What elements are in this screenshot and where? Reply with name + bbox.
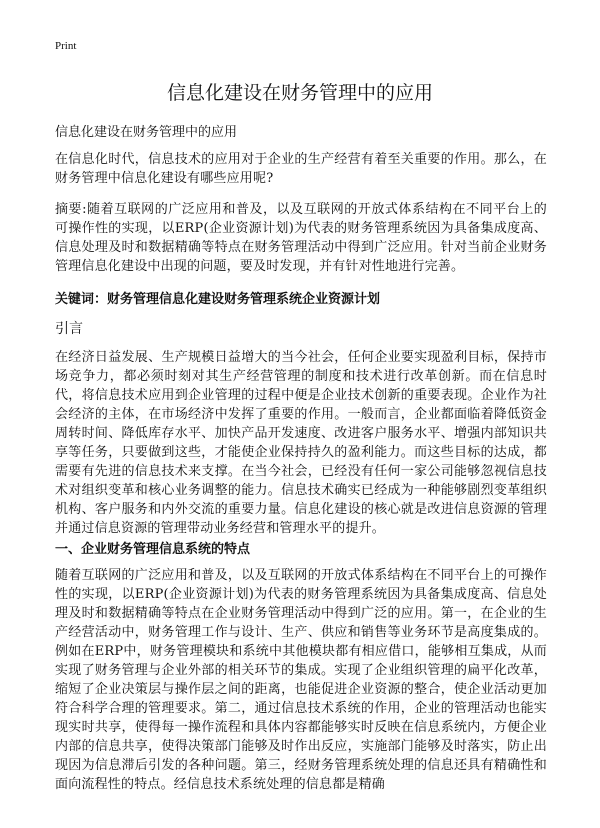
page-title: 信息化建设在财务管理中的应用 [166, 82, 433, 104]
print-label[interactable]: Print [55, 40, 77, 52]
article-subtitle: 信息化建设在财务管理中的应用 [55, 125, 238, 140]
section-paragraph: 随着互联网的广泛应用和普及，以及互联网的开放式体系结构在不同平台上的可操作性的实现，以ERP(企业资源计划)为代表的财务管理系统因为具备集成度高、信息处理及时和数据精确等特点在企业财务管理活动中得到广泛的应用。第一，在企业的生产经营活动中，财务管理工作与设计、生产、供应和销售等业务环节是高度集成的。例如在ERP中，财务管理模块和系统中其他模块都有相应借口，能够相互集成，从而实现了财务管理与企业外部的相关环节的集成。实现了企业组织管理的扁平化改革，缩短了企业决策层与操作层之间的距离，也能促进企业资源的整合，使企业活动更加符合科学合理的管理要求。第二，通过信息技术系统的作用，企业的管理活动也能实现实时共享，使得每一操作流程和具体内容都能够实时反映在信息系统内，方便企业内部的信息共享，使得决策部门能够及时作出反应，实施部门能够及时落实，防止出现因为信息滞后引发的各种问题。第三，经财务管理系统处理的信息还具有精确性和面向流程性的特点。经信息技术系统处理的信息都是精确 [55, 568, 547, 792]
abstract-paragraph: 摘要:随着互联网的广泛应用和普及，以及互联网的开放式体系结构在不同平台上的可操作性的实现，以ERP(企业资源计划)为代表的财务管理系统因为具备集成度高、信息处理及时和数据精确等特点在财务管理活动中得到广泛应用。针对当前企业财务管理信息化建设中出现的问题，要及时发现，并有针对性地进行完善。 [55, 202, 547, 274]
section-heading: 一、企业财务管理信息系统的特点 [55, 542, 251, 557]
intro-heading: 引言 [55, 321, 83, 337]
intro-paragraph: 在经济日益发展、生产规模日益增大的当今社会，任何企业要实现盈利目标，保持市场竞争力，都必须时刻对其生产经营管理的制度和技术进行改革创新。而在信息时代，将信息技术应用到企业管理的过程中便是企业技术创新的重要表现。企业作为社会经济的主体，在市场经济中发挥了重要的作用。一般而言，企业都面临着降低资金周转时间、降低库存水平、加快产品开发速度、改进客户服务水平、增强内部知识共享等任务，只要做到这些，才能使企业保持持久的盈利能力。而这些目标的达成，都需要有先进的信息技术来支撑。在当今社会，已经没有任何一家公司能够忽视信息技术对组织变革和核心业务调整的能力。信息技术确实已经成为一种能够剧烈变革组织机构、客户服务和内外交流的重要力量。信息化建设的核心就是改进信息资源的管理并通过信息资源的管理带动业务经营和管理水平的提升。 [55, 350, 547, 536]
keywords-line: 关键词：财务管理信息化建设财务管理系统企业资源计划 [55, 292, 381, 307]
lead-paragraph: 在信息化时代，信息技术的应用对于企业的生产经营有着至关重要的作用。那么，在财务管理中信息化建设有哪些应用呢? [55, 152, 547, 186]
